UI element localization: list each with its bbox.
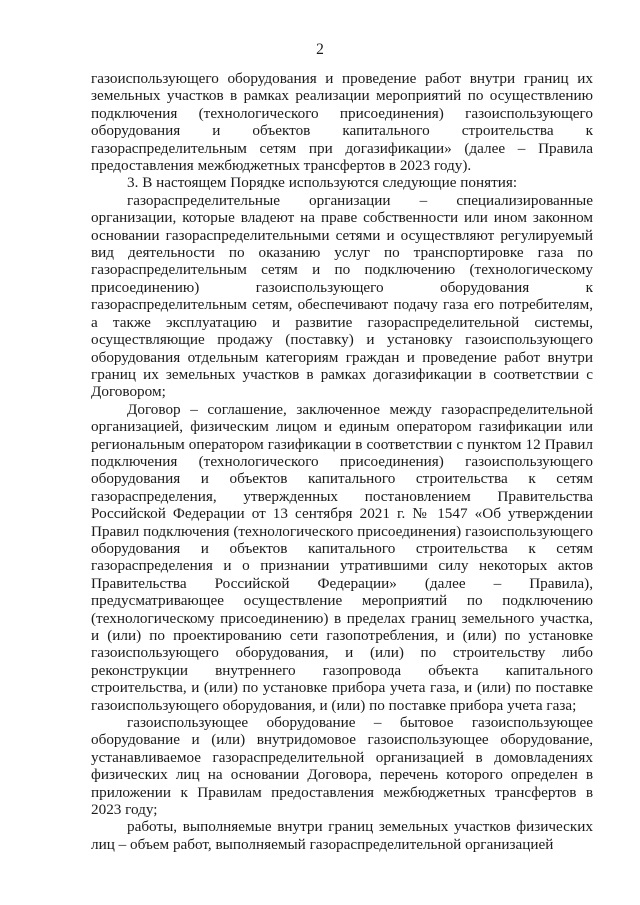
page-number: 2 <box>316 41 324 58</box>
document-body <box>91 70 593 853</box>
paragraph-definition-works: работы, выполняемые внутри границ земельных участков физических лиц – объем работ, выполняемый газораспределительной организацией <box>91 818 593 853</box>
paragraph-definition-gas-distribution-orgs: газораспределительные организации – специализированные организации, которые владеют на праве собственности или ином законном основании газораспределительными сетями и осуществляют регулируемый вид деятельности по оказанию услуг по транспортировке газа по газораспределительным сетям и по подключению (технологическому присоединению) газоиспользующего оборудования к газораспределительным сетям, обеспечивают подачу газа его потребителям, а также эксплуатацию и развитие газораспределительной системы, осуществляющие продажу (поставку) и установку газоиспользующего оборудования отдельным категориям граждан и проведение работ внутри границ их земельных участков в рамках догазификации в соответствии с Договором; <box>91 191 593 401</box>
paragraph-definition-contract: Договор – соглашение, заключенное между газораспределительной организацией, физическим лицом и единым оператором газификации или региональным оператором газификации в соответствии с пунктом 12 Правил подключения (технологического присоединения) газоиспользующего оборудования и объектов капитального строительства к сетям газораспределения, утвержденных постановлением Правительства Российской Федерации от 13 сентября 2021 г. № 1547 «Об утверждении Правил подключения (технологического присоединения) газоиспользующего оборудования и объектов капитального строительства к сетям газораспределения и о признании утратившими силу некоторых актов Правительства Российской Федерации» (далее – Правила), предусматривающее осуществление мероприятий по подключению (технологическому присоединению) в пределах границ земельного участка, и (или) по проектированию сети газопотребления, и (или) по установке газоиспользующего оборудования, и (или) по строительству либо реконструкции внутреннего газопровода объекта капитального строительства, и (или) по установке прибора учета газа, и (или) по поставке газоиспользующего оборудования, и (или) по поставке прибора учета газа; <box>91 400 593 714</box>
paragraph-section-3: 3. В настоящем Порядке используются следующие понятия: <box>127 174 518 192</box>
paragraph-continuation: газоиспользующего оборудования и проведение работ внутри границ их земельных участков в рамках реализации мероприятий по осуществлению подключения (технологического присоединения) газоиспользующего оборудования и объектов капитального строительства к газораспределительным сетям при догазификации» (далее – Правила предоставления межбюджетных трансфертов в 2023 году). <box>91 70 593 175</box>
paragraph-definition-gas-equipment: газоиспользующее оборудование – бытовое газоиспользующее оборудование и (или) внутридомовое газоиспользующее оборудование, устанавливаемое газораспределительной организацией в домовладениях физических лиц на основании Договора, перечень которого определен в приложении к Правилам предоставления межбюджетных трансфертов в 2023 году; <box>91 714 593 819</box>
